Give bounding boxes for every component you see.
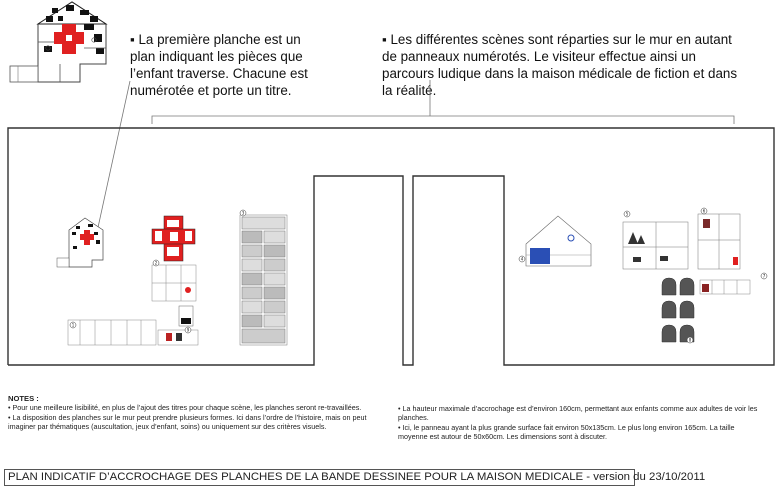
connector-bracket-right [152, 116, 734, 124]
callout-first-panel: ▪ La première planche est un plan indiquant les pièces que l’enfant traverse. Chacune est numérotée et porte un titre. [130, 32, 308, 98]
note-item: • Ici, le panneau ayant la plus grande surface fait environ 50x135cm. Le plus long environ 165cm. La taille moyenne est autour de 50x60cm. Les dimensions sont à discuter. [398, 422, 735, 441]
panel-small-strip [700, 280, 750, 294]
panel-red-cross [152, 216, 195, 261]
connector-line-left [97, 81, 130, 232]
badge-number: 7 [762, 273, 766, 279]
panel-horizontal-strip [68, 320, 156, 345]
panel-arched-scenes [662, 278, 694, 342]
note-item: • La disposition des planches sur le mur peut prendre plusieurs formes. Ici dans l’ordre de l’histoire, mais on peut imaginer par thématiques (auscultation, jeux d’enfant, soins) ou uniquement sur des critères visuels. [8, 412, 367, 431]
panel-scenes-small [152, 265, 196, 301]
footer-title: PLAN INDICATIF D’ACCROCHAGE DES PLANCHES DE LA BANDE DESSINEE POUR LA MAISON MEDICALE - version du 23/10/2011 [4, 469, 635, 486]
notes-heading: NOTES : [8, 394, 39, 403]
callout-scenes: ▪ Les différentes scènes sont réparties sur le mur en autant de panneaux numérotés. Le visiteur effectue ainsi un parcours ludique dans la maison médicale de fiction et dans la réalité. [382, 32, 738, 98]
badge-number: 8 [688, 337, 692, 343]
panel-standing [158, 306, 198, 345]
notes-right [398, 404, 760, 441]
badge-number: 6 [702, 208, 706, 214]
badge-number: 1 [71, 322, 75, 328]
panel-vertical-strip [240, 215, 287, 345]
note-item: • Pour une meilleure lisibilité, en plus de l’ajout des titres pour chaque scène, les planches seront re-travaillées. [8, 403, 362, 413]
badge-number: 3 [241, 210, 245, 216]
badge-number: 9 [186, 327, 190, 333]
panel-farm-scene [623, 211, 740, 269]
panel-house-plan [57, 218, 103, 267]
badge-number: 5 [625, 211, 629, 217]
panel-gable [526, 216, 591, 266]
badge-number: 2 [154, 260, 158, 266]
note-item: • La hauteur maximale d’accrochage est d’environ 160cm, permettant aux enfants comme aux adultes de voir les planches. [398, 404, 758, 423]
notes-left [8, 394, 370, 431]
badge-number: 4 [520, 256, 524, 262]
